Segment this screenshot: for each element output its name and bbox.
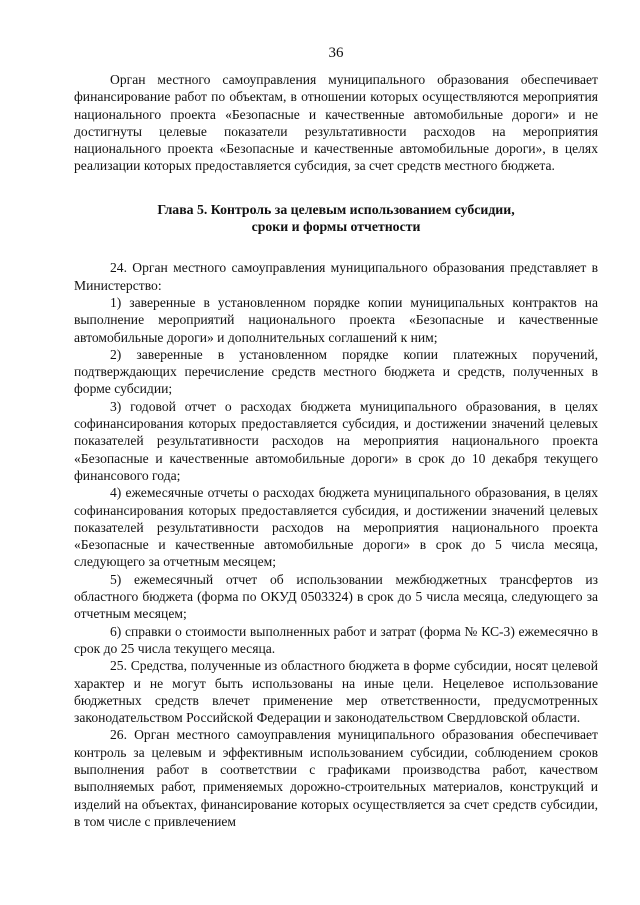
list-item-4: 4) ежемесячные отчеты о расходах бюджета муниципального образования, в целях софинансирования которых предоставляется субсидия, и достижении значений целевых показателей результативности расходов на мероприятия национального проекта «Безопасные и качественные автомобильные дороги» в срок до 5 числа месяца, следующего за отчетным месяцем; (74, 485, 598, 570)
intro-paragraph: Орган местного самоуправления муниципального образования обеспечивает финансирование работ по объектам, в отношении которых осуществляются мероприятия национального проекта «Безопасные и качественные автомобильные дороги» и не достигнуты целевые показатели результативности расходов на мероприятия национального проекта «Безопасные и качественные автомобильные дороги», в целях реализации которых предоставляется субсидия, за счет средств местного бюджета. (74, 72, 598, 174)
chapter-heading (74, 201, 598, 236)
chapter-heading-line-1: Глава 5. Контроль за целевым использованием субсидии, (157, 201, 515, 217)
chapter-heading-line-2: сроки и формы отчетности (251, 219, 421, 235)
paragraph-25: 25. Средства, полученные из областного бюджета в форме субсидии, носят целевой характер и не могут быть использованы на иные цели. Нецелевое использование бюджетных средств влечет применение мер ответственности, предусмотренных законодательством Российской Федерации и законодательством Свердловской области. (74, 658, 598, 726)
paragraph-26: 26. Орган местного самоуправления муниципального образования обеспечивает контроль за целевым и эффективным использованием субсидии, соблюдением сроков выполнения работ в соответствии с графиками производства работ, качеством выполняемых работ, применяемых дорожно-строительных материалов, конструкций и изделий на объектах, финансирование которых осуществляется за счет средств субсидии, в том числе с привлечением (74, 727, 598, 829)
page-number: 36 (328, 45, 344, 61)
paragraph-24: 24. Орган местного самоуправления муниципального образования представляет в Министерство: (74, 260, 598, 293)
list-item-6: 6) справки о стоимости выполненных работ и затрат (форма № КС-3) ежемесячно в срок до 25 числа текущего месяца. (74, 623, 598, 656)
list-item-3: 3) годовой отчет о расходах бюджета муниципального образования, в целях софинансирования которых предоставляется субсидия, и достижении значений целевых показателей результативности расходов на мероприятия национального проекта «Безопасные и качественные автомобильные дороги» в срок до 10 декабря текущего финансового года; (74, 398, 598, 483)
list-item-2: 2) заверенные в установленном порядке копии платежных поручений, подтверждающих перечисление средств местного бюджета и средств, полученных в форме субсидии; (74, 346, 598, 397)
list-item-1: 1) заверенные в установленном порядке копии муниципальных контрактов на выполнение мероприятий национального проекта «Безопасные и качественные автомобильные дороги» и дополнительных соглашений к ним; (74, 294, 598, 345)
list-item-5: 5) ежемесячный отчет об использовании межбюджетных трансфертов из областного бюджета (форма по ОКУД 0503324) в срок до 5 числа месяца, следующего за отчетным месяцем; (74, 571, 598, 622)
